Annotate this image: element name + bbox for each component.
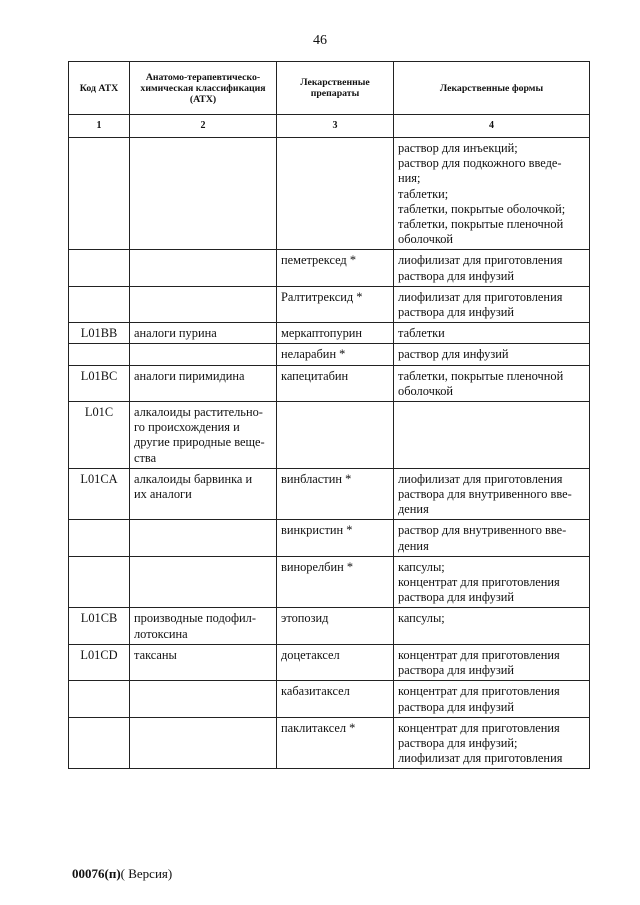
atx-code-cell: L01BB bbox=[69, 323, 130, 344]
atx-code-cell bbox=[69, 681, 130, 717]
atx-classification-cell bbox=[130, 556, 277, 608]
atx-classification-cell: аналоги пурина bbox=[130, 323, 277, 344]
atx-code-cell: L01CB bbox=[69, 608, 130, 644]
table-row bbox=[69, 468, 590, 520]
column-number: 4 bbox=[394, 115, 590, 138]
dosage-forms-cell: концентрат для приготовления раствора для инфузий bbox=[394, 644, 590, 680]
atx-classification-cell bbox=[130, 520, 277, 556]
drug-name-cell: неларабин * bbox=[277, 344, 394, 365]
atx-table bbox=[68, 61, 590, 769]
drug-name-cell: этопозид bbox=[277, 608, 394, 644]
drug-name-cell: меркаптопурин bbox=[277, 323, 394, 344]
table-row bbox=[69, 365, 590, 401]
table-row bbox=[69, 520, 590, 556]
atx-code-cell: L01BC bbox=[69, 365, 130, 401]
atx-classification-cell bbox=[130, 717, 277, 769]
dosage-forms-cell: лиофилизат для приготовления раствора для внутривенного вве- дения bbox=[394, 468, 590, 520]
drug-name-cell: кабазитаксел bbox=[277, 681, 394, 717]
table-row bbox=[69, 402, 590, 469]
atx-code-cell bbox=[69, 520, 130, 556]
drug-name-cell: капецитабин bbox=[277, 365, 394, 401]
column-number: 2 bbox=[130, 115, 277, 138]
atx-code-cell: L01C bbox=[69, 402, 130, 469]
table-row bbox=[69, 556, 590, 608]
column-number-row bbox=[69, 115, 590, 138]
drug-name-cell: пеметрексед * bbox=[277, 250, 394, 286]
atx-code-cell bbox=[69, 138, 130, 250]
table-row bbox=[69, 250, 590, 286]
footer-version: ( Версия) bbox=[120, 866, 173, 881]
atx-code-cell bbox=[69, 717, 130, 769]
dosage-forms-cell: концентрат для приготовления раствора для инфузий; лиофилизат для приготовления bbox=[394, 717, 590, 769]
dosage-forms-cell: раствор для внутривенного вве- дения bbox=[394, 520, 590, 556]
atx-classification-cell: таксаны bbox=[130, 644, 277, 680]
atx-classification-cell: производные подофил- лотоксина bbox=[130, 608, 277, 644]
dosage-forms-cell: концентрат для приготовления раствора для инфузий bbox=[394, 681, 590, 717]
table-body bbox=[69, 138, 590, 769]
drug-name-cell bbox=[277, 402, 394, 469]
atx-code-cell bbox=[69, 250, 130, 286]
table-row bbox=[69, 286, 590, 322]
atx-code-cell bbox=[69, 344, 130, 365]
footer-code: 00076(п) bbox=[72, 866, 121, 881]
atx-classification-cell bbox=[130, 344, 277, 365]
table-row bbox=[69, 681, 590, 717]
atx-code-cell: L01CA bbox=[69, 468, 130, 520]
header-classification: Анатомо-терапевтическо-химическая классификация (АТХ) bbox=[130, 62, 277, 115]
header-code: Код АТХ bbox=[69, 62, 130, 115]
drug-name-cell: паклитаксел * bbox=[277, 717, 394, 769]
drug-name-cell: винорелбин * bbox=[277, 556, 394, 608]
table-header-row bbox=[69, 62, 590, 115]
dosage-forms-cell: раствор для инъекций; раствор для подкожного введе- ния; таблетки; таблетки, покрытые оболочкой; таблетки, покрытые пленочной оболочкой bbox=[394, 138, 590, 250]
drug-name-cell: винбластин * bbox=[277, 468, 394, 520]
dosage-forms-cell: таблетки, покрытые пленочной оболочкой bbox=[394, 365, 590, 401]
atx-code-cell bbox=[69, 556, 130, 608]
header-forms: Лекарственные формы bbox=[394, 62, 590, 115]
dosage-forms-cell: раствор для инфузий bbox=[394, 344, 590, 365]
dosage-forms-cell: таблетки bbox=[394, 323, 590, 344]
dosage-forms-cell bbox=[394, 402, 590, 469]
column-number: 1 bbox=[69, 115, 130, 138]
atx-classification-cell: алкалоиды растительно- го происхождения и другие природные веще- ства bbox=[130, 402, 277, 469]
table-row bbox=[69, 608, 590, 644]
footer bbox=[72, 866, 172, 882]
atx-classification-cell bbox=[130, 250, 277, 286]
atx-classification-cell bbox=[130, 681, 277, 717]
page-number: 46 bbox=[313, 33, 327, 48]
table-row bbox=[69, 644, 590, 680]
drug-name-cell bbox=[277, 138, 394, 250]
dosage-forms-cell: лиофилизат для приготовления раствора для инфузий bbox=[394, 250, 590, 286]
drug-name-cell: доцетаксел bbox=[277, 644, 394, 680]
atx-code-cell: L01CD bbox=[69, 644, 130, 680]
header-drugs: Лекарственные препараты bbox=[277, 62, 394, 115]
drug-name-cell: винкристин * bbox=[277, 520, 394, 556]
dosage-forms-cell: лиофилизат для приготовления раствора для инфузий bbox=[394, 286, 590, 322]
atx-classification-cell: аналоги пиримидина bbox=[130, 365, 277, 401]
atx-classification-cell: алкалоиды барвинка и их аналоги bbox=[130, 468, 277, 520]
table-row bbox=[69, 323, 590, 344]
table-row bbox=[69, 138, 590, 250]
dosage-forms-cell: капсулы; bbox=[394, 608, 590, 644]
atx-code-cell bbox=[69, 286, 130, 322]
table-row bbox=[69, 344, 590, 365]
atx-classification-cell bbox=[130, 286, 277, 322]
table-row bbox=[69, 717, 590, 769]
drug-name-cell: Ралтитрексид * bbox=[277, 286, 394, 322]
column-number: 3 bbox=[277, 115, 394, 138]
atx-classification-cell bbox=[130, 138, 277, 250]
dosage-forms-cell: капсулы; концентрат для приготовления раствора для инфузий bbox=[394, 556, 590, 608]
